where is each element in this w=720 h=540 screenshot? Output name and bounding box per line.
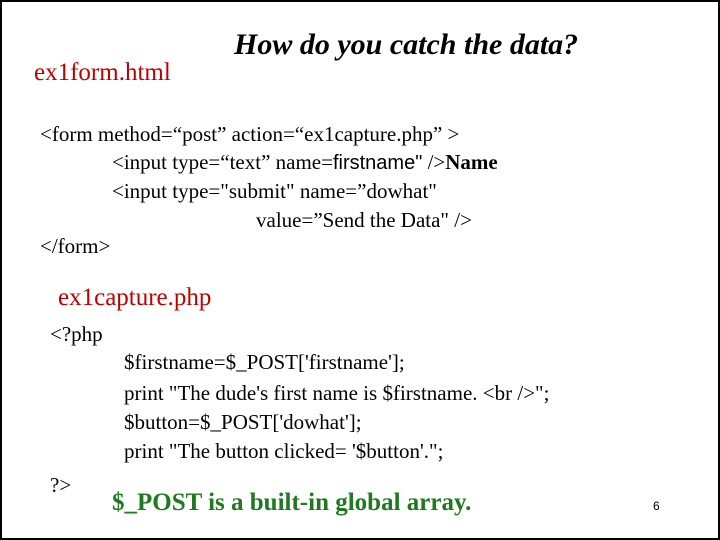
form-code-line-2-label: Name	[445, 150, 498, 174]
page-number: 6	[653, 499, 660, 513]
file-label-html: ex1form.html	[34, 59, 171, 86]
php-code-line-1: $firstname=$_POST['firstname'];	[124, 350, 405, 374]
php-code-line-3: $button=$_POST['dowhat'];	[124, 410, 362, 434]
file-label-php: ex1capture.php	[58, 284, 212, 311]
form-code-line-1: <form method=“post” action=“ex1capture.php” >	[40, 122, 460, 146]
form-code-line-5: </form>	[40, 234, 111, 258]
slide-title: How do you catch the data?	[234, 28, 579, 61]
php-code-line-4: print "The button clicked= '$button'.";	[124, 439, 444, 463]
form-code-line-2-pre: <input type=“text” name=	[112, 150, 333, 174]
form-code-line-4: value=”Send the Data" />	[256, 208, 472, 232]
php-code-line-2: print "The dude's first name is $firstname. <br />";	[124, 381, 550, 405]
form-code-line-3: <input type="submit" name=”dowhat"	[112, 179, 437, 203]
form-code-line-2	[112, 152, 498, 173]
post-array-note: $_POST is a built-in global array.	[112, 489, 472, 516]
form-code-line-2-name: firstname"	[332, 152, 423, 174]
php-close-tag: ?>	[50, 473, 72, 497]
form-code-line-2-post: />	[422, 150, 446, 174]
php-open-tag: <?php	[50, 322, 103, 346]
